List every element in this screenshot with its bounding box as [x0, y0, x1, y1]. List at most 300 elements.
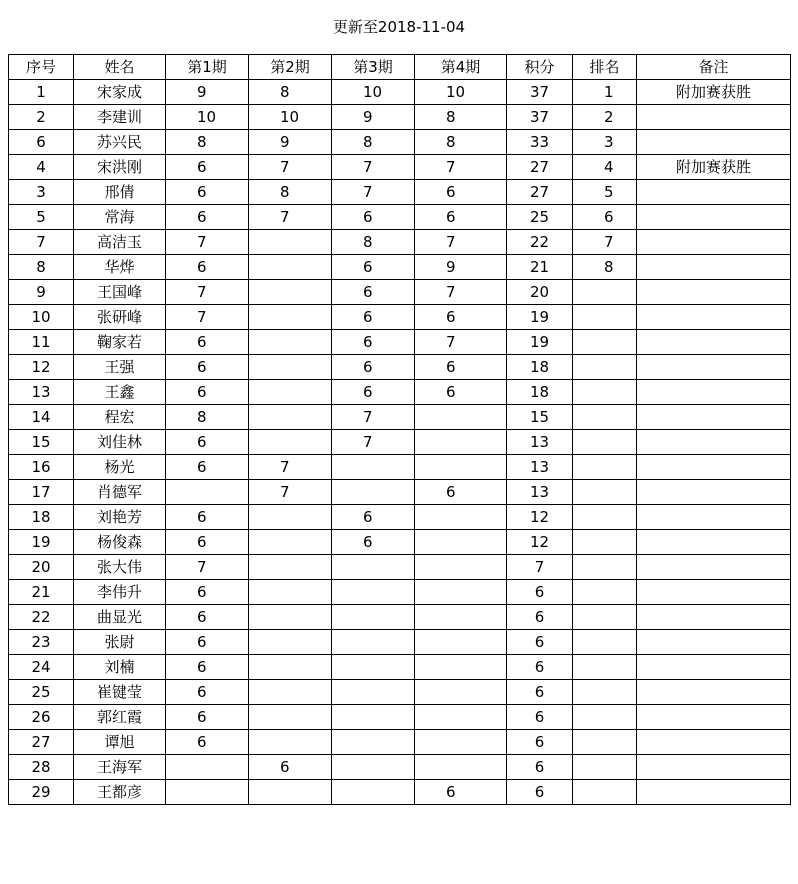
header-name: 姓名	[74, 55, 166, 80]
table-row	[9, 705, 791, 730]
cell-points: 37	[507, 105, 573, 130]
cell-period-2	[249, 580, 332, 605]
table-row	[9, 630, 791, 655]
cell-period-1: 8	[166, 130, 249, 155]
cell-points: 19	[507, 305, 573, 330]
cell-notes	[637, 480, 791, 505]
cell-rank	[573, 305, 637, 330]
cell-period-2	[249, 730, 332, 755]
cell-period-1: 6	[166, 630, 249, 655]
cell-notes	[637, 205, 791, 230]
cell-period-1: 6	[166, 455, 249, 480]
table-row	[9, 430, 791, 455]
cell-name: 邢倩	[74, 180, 166, 205]
cell-period-3	[332, 705, 415, 730]
cell-period-4	[415, 705, 507, 730]
cell-notes	[637, 180, 791, 205]
cell-name: 张大伟	[74, 555, 166, 580]
cell-period-3: 8	[332, 230, 415, 255]
table-row	[9, 180, 791, 205]
header-row	[9, 55, 791, 80]
cell-period-1: 6	[166, 205, 249, 230]
cell-period-4	[415, 605, 507, 630]
cell-rank: 2	[573, 105, 637, 130]
cell-period-2	[249, 780, 332, 805]
cell-notes	[637, 505, 791, 530]
cell-rank	[573, 505, 637, 530]
cell-period-4	[415, 430, 507, 455]
cell-period-2	[249, 330, 332, 355]
cell-points: 21	[507, 255, 573, 280]
cell-seq: 6	[9, 130, 74, 155]
cell-period-3: 6	[332, 205, 415, 230]
cell-notes	[637, 680, 791, 705]
cell-period-1: 6	[166, 155, 249, 180]
cell-name: 王海军	[74, 755, 166, 780]
header-period-1: 第1期	[166, 55, 249, 80]
cell-seq: 3	[9, 180, 74, 205]
cell-period-2	[249, 405, 332, 430]
table-row	[9, 480, 791, 505]
cell-period-1: 6	[166, 255, 249, 280]
cell-period-1: 7	[166, 305, 249, 330]
cell-seq: 24	[9, 655, 74, 680]
cell-period-1: 6	[166, 705, 249, 730]
cell-period-4	[415, 680, 507, 705]
cell-period-1: 6	[166, 530, 249, 555]
cell-notes	[637, 330, 791, 355]
cell-seq: 8	[9, 255, 74, 280]
cell-period-1: 8	[166, 405, 249, 430]
cell-period-1: 6	[166, 180, 249, 205]
cell-notes	[637, 655, 791, 680]
cell-rank	[573, 705, 637, 730]
cell-period-4	[415, 505, 507, 530]
cell-seq: 11	[9, 330, 74, 355]
cell-points: 12	[507, 505, 573, 530]
cell-period-3: 6	[332, 505, 415, 530]
cell-period-1: 6	[166, 355, 249, 380]
cell-period-3	[332, 555, 415, 580]
cell-seq: 20	[9, 555, 74, 580]
cell-name: 郭红霞	[74, 705, 166, 730]
cell-points: 27	[507, 155, 573, 180]
cell-name: 肖德军	[74, 480, 166, 505]
cell-notes	[637, 555, 791, 580]
cell-period-3	[332, 630, 415, 655]
cell-period-3	[332, 655, 415, 680]
cell-seq: 18	[9, 505, 74, 530]
header-points: 积分	[507, 55, 573, 80]
cell-period-4: 6	[415, 305, 507, 330]
cell-notes	[637, 255, 791, 280]
cell-points: 6	[507, 755, 573, 780]
cell-seq: 2	[9, 105, 74, 130]
cell-period-3: 6	[332, 530, 415, 555]
cell-period-2: 9	[249, 130, 332, 155]
cell-points: 37	[507, 80, 573, 105]
cell-rank: 8	[573, 255, 637, 280]
cell-period-1: 6	[166, 605, 249, 630]
cell-seq: 27	[9, 730, 74, 755]
cell-period-2	[249, 255, 332, 280]
cell-points: 6	[507, 780, 573, 805]
cell-notes	[637, 530, 791, 555]
cell-period-3	[332, 605, 415, 630]
cell-period-2: 8	[249, 80, 332, 105]
cell-period-1: 6	[166, 430, 249, 455]
cell-rank	[573, 405, 637, 430]
cell-period-3: 7	[332, 155, 415, 180]
cell-period-2	[249, 705, 332, 730]
header-period-3: 第3期	[332, 55, 415, 80]
cell-period-4	[415, 755, 507, 780]
cell-period-2	[249, 280, 332, 305]
table-row	[9, 405, 791, 430]
cell-period-4	[415, 580, 507, 605]
cell-name: 李伟升	[74, 580, 166, 605]
cell-period-3: 7	[332, 405, 415, 430]
cell-period-4	[415, 655, 507, 680]
cell-name: 宋洪刚	[74, 155, 166, 180]
cell-points: 22	[507, 230, 573, 255]
cell-notes: 附加赛获胜	[637, 80, 791, 105]
cell-notes	[637, 455, 791, 480]
cell-rank	[573, 580, 637, 605]
cell-rank	[573, 555, 637, 580]
cell-name: 高洁玉	[74, 230, 166, 255]
table-row	[9, 655, 791, 680]
table-row	[9, 380, 791, 405]
cell-name: 张研峰	[74, 305, 166, 330]
cell-period-3: 8	[332, 130, 415, 155]
cell-period-4: 6	[415, 480, 507, 505]
cell-points: 6	[507, 605, 573, 630]
cell-period-1: 7	[166, 555, 249, 580]
cell-period-4: 7	[415, 280, 507, 305]
cell-notes	[637, 105, 791, 130]
cell-notes	[637, 780, 791, 805]
table-row	[9, 330, 791, 355]
cell-period-1	[166, 780, 249, 805]
cell-period-4: 7	[415, 230, 507, 255]
table-row	[9, 605, 791, 630]
cell-period-2	[249, 680, 332, 705]
cell-seq: 1	[9, 80, 74, 105]
cell-rank	[573, 655, 637, 680]
cell-period-3	[332, 730, 415, 755]
cell-period-3: 6	[332, 355, 415, 380]
cell-notes	[637, 730, 791, 755]
cell-period-2: 7	[249, 455, 332, 480]
cell-seq: 5	[9, 205, 74, 230]
cell-name: 王强	[74, 355, 166, 380]
cell-period-4	[415, 455, 507, 480]
table-row	[9, 130, 791, 155]
table-row	[9, 680, 791, 705]
cell-rank	[573, 455, 637, 480]
cell-period-4	[415, 555, 507, 580]
cell-period-4: 9	[415, 255, 507, 280]
cell-points: 13	[507, 430, 573, 455]
cell-points: 13	[507, 480, 573, 505]
cell-rank: 5	[573, 180, 637, 205]
cell-rank	[573, 680, 637, 705]
cell-period-3	[332, 455, 415, 480]
cell-period-2: 7	[249, 205, 332, 230]
cell-seq: 21	[9, 580, 74, 605]
cell-period-1: 6	[166, 730, 249, 755]
cell-points: 18	[507, 380, 573, 405]
table-row	[9, 455, 791, 480]
header-period-2: 第2期	[249, 55, 332, 80]
cell-name: 鞠家若	[74, 330, 166, 355]
cell-points: 6	[507, 655, 573, 680]
cell-notes	[637, 430, 791, 455]
cell-rank	[573, 480, 637, 505]
cell-notes	[637, 405, 791, 430]
cell-name: 杨俊森	[74, 530, 166, 555]
cell-notes	[637, 130, 791, 155]
cell-period-4: 8	[415, 130, 507, 155]
table-row	[9, 505, 791, 530]
cell-period-2	[249, 505, 332, 530]
cell-rank	[573, 730, 637, 755]
cell-points: 25	[507, 205, 573, 230]
cell-notes	[637, 380, 791, 405]
cell-name: 李建训	[74, 105, 166, 130]
cell-rank	[573, 330, 637, 355]
cell-rank: 4	[573, 155, 637, 180]
cell-rank: 1	[573, 80, 637, 105]
cell-period-3	[332, 755, 415, 780]
cell-rank	[573, 630, 637, 655]
cell-rank	[573, 530, 637, 555]
table-row	[9, 280, 791, 305]
cell-name: 程宏	[74, 405, 166, 430]
cell-points: 20	[507, 280, 573, 305]
cell-notes	[637, 230, 791, 255]
cell-name: 华烨	[74, 255, 166, 280]
cell-rank	[573, 780, 637, 805]
table-row	[9, 730, 791, 755]
cell-points: 27	[507, 180, 573, 205]
cell-period-2: 7	[249, 480, 332, 505]
cell-notes	[637, 280, 791, 305]
cell-name: 刘佳林	[74, 430, 166, 455]
cell-name: 刘楠	[74, 655, 166, 680]
cell-name: 王鑫	[74, 380, 166, 405]
cell-period-3: 9	[332, 105, 415, 130]
table-row	[9, 530, 791, 555]
cell-period-2	[249, 230, 332, 255]
cell-period-2: 10	[249, 105, 332, 130]
cell-period-3: 10	[332, 80, 415, 105]
cell-name: 宋家成	[74, 80, 166, 105]
cell-period-2	[249, 430, 332, 455]
cell-period-3: 7	[332, 430, 415, 455]
cell-period-4	[415, 530, 507, 555]
cell-name: 王国峰	[74, 280, 166, 305]
cell-period-1: 10	[166, 105, 249, 130]
cell-name: 崔键莹	[74, 680, 166, 705]
cell-period-3	[332, 480, 415, 505]
cell-name: 王都彦	[74, 780, 166, 805]
cell-period-2	[249, 380, 332, 405]
cell-period-2	[249, 555, 332, 580]
cell-period-4: 7	[415, 155, 507, 180]
cell-notes	[637, 705, 791, 730]
cell-period-3: 6	[332, 330, 415, 355]
cell-period-1: 7	[166, 280, 249, 305]
cell-period-4	[415, 630, 507, 655]
cell-period-3	[332, 780, 415, 805]
cell-period-2	[249, 630, 332, 655]
cell-period-4: 10	[415, 80, 507, 105]
cell-points: 6	[507, 630, 573, 655]
cell-seq: 10	[9, 305, 74, 330]
cell-rank	[573, 380, 637, 405]
cell-notes	[637, 580, 791, 605]
cell-period-4	[415, 405, 507, 430]
cell-seq: 13	[9, 380, 74, 405]
cell-period-2: 7	[249, 155, 332, 180]
cell-rank: 6	[573, 205, 637, 230]
cell-period-3: 6	[332, 255, 415, 280]
cell-notes	[637, 355, 791, 380]
cell-seq: 23	[9, 630, 74, 655]
cell-period-1: 7	[166, 230, 249, 255]
cell-name: 刘艳芳	[74, 505, 166, 530]
cell-points: 15	[507, 405, 573, 430]
cell-name: 张尉	[74, 630, 166, 655]
cell-period-4: 8	[415, 105, 507, 130]
cell-period-1: 6	[166, 655, 249, 680]
table-row	[9, 755, 791, 780]
cell-rank: 7	[573, 230, 637, 255]
cell-seq: 16	[9, 455, 74, 480]
cell-name: 谭旭	[74, 730, 166, 755]
cell-period-2	[249, 655, 332, 680]
cell-points: 6	[507, 580, 573, 605]
cell-seq: 19	[9, 530, 74, 555]
cell-rank	[573, 430, 637, 455]
cell-points: 13	[507, 455, 573, 480]
cell-period-3: 6	[332, 305, 415, 330]
cell-period-4: 6	[415, 380, 507, 405]
table-row	[9, 355, 791, 380]
cell-period-3: 7	[332, 180, 415, 205]
table-row	[9, 580, 791, 605]
cell-period-3: 6	[332, 280, 415, 305]
cell-rank	[573, 755, 637, 780]
cell-rank	[573, 280, 637, 305]
cell-period-3	[332, 680, 415, 705]
header-rank: 排名	[573, 55, 637, 80]
page-title: 更新至2018-11-04	[332, 18, 466, 36]
cell-notes	[637, 630, 791, 655]
cell-points: 6	[507, 705, 573, 730]
cell-rank	[573, 355, 637, 380]
cell-period-1: 6	[166, 680, 249, 705]
cell-period-2	[249, 605, 332, 630]
cell-points: 6	[507, 680, 573, 705]
cell-period-4: 7	[415, 330, 507, 355]
cell-seq: 14	[9, 405, 74, 430]
table-row	[9, 555, 791, 580]
cell-points: 19	[507, 330, 573, 355]
cell-period-2	[249, 530, 332, 555]
cell-name: 常海	[74, 205, 166, 230]
cell-notes	[637, 305, 791, 330]
cell-period-1: 9	[166, 80, 249, 105]
cell-seq: 4	[9, 155, 74, 180]
cell-period-4	[415, 730, 507, 755]
table-row	[9, 780, 791, 805]
table-row	[9, 305, 791, 330]
table-row	[9, 230, 791, 255]
table-row	[9, 255, 791, 280]
header-seq: 序号	[9, 55, 74, 80]
score-table	[8, 54, 791, 805]
header-period-4: 第4期	[415, 55, 507, 80]
cell-period-1: 6	[166, 330, 249, 355]
cell-period-4: 6	[415, 180, 507, 205]
cell-period-2: 8	[249, 180, 332, 205]
cell-seq: 17	[9, 480, 74, 505]
cell-points: 18	[507, 355, 573, 380]
cell-seq: 26	[9, 705, 74, 730]
header-notes: 备注	[637, 55, 791, 80]
cell-points: 33	[507, 130, 573, 155]
table-row	[9, 205, 791, 230]
cell-name: 杨光	[74, 455, 166, 480]
cell-period-4: 6	[415, 205, 507, 230]
cell-seq: 22	[9, 605, 74, 630]
cell-seq: 28	[9, 755, 74, 780]
cell-period-1	[166, 755, 249, 780]
cell-points: 7	[507, 555, 573, 580]
cell-seq: 25	[9, 680, 74, 705]
cell-notes	[637, 605, 791, 630]
cell-seq: 9	[9, 280, 74, 305]
cell-period-4: 6	[415, 780, 507, 805]
table-row	[9, 80, 791, 105]
cell-seq: 12	[9, 355, 74, 380]
cell-points: 12	[507, 530, 573, 555]
cell-rank: 3	[573, 130, 637, 155]
cell-period-2	[249, 355, 332, 380]
cell-notes: 附加赛获胜	[637, 155, 791, 180]
cell-period-3	[332, 580, 415, 605]
table-row	[9, 105, 791, 130]
cell-period-4: 6	[415, 355, 507, 380]
cell-period-2	[249, 305, 332, 330]
cell-seq: 15	[9, 430, 74, 455]
cell-rank	[573, 605, 637, 630]
cell-points: 6	[507, 730, 573, 755]
cell-name: 曲显光	[74, 605, 166, 630]
cell-period-1: 6	[166, 580, 249, 605]
cell-notes	[637, 755, 791, 780]
cell-period-1: 6	[166, 380, 249, 405]
cell-period-3: 6	[332, 380, 415, 405]
cell-seq: 29	[9, 780, 74, 805]
cell-seq: 7	[9, 230, 74, 255]
cell-name: 苏兴民	[74, 130, 166, 155]
cell-period-1: 6	[166, 505, 249, 530]
cell-period-2: 6	[249, 755, 332, 780]
